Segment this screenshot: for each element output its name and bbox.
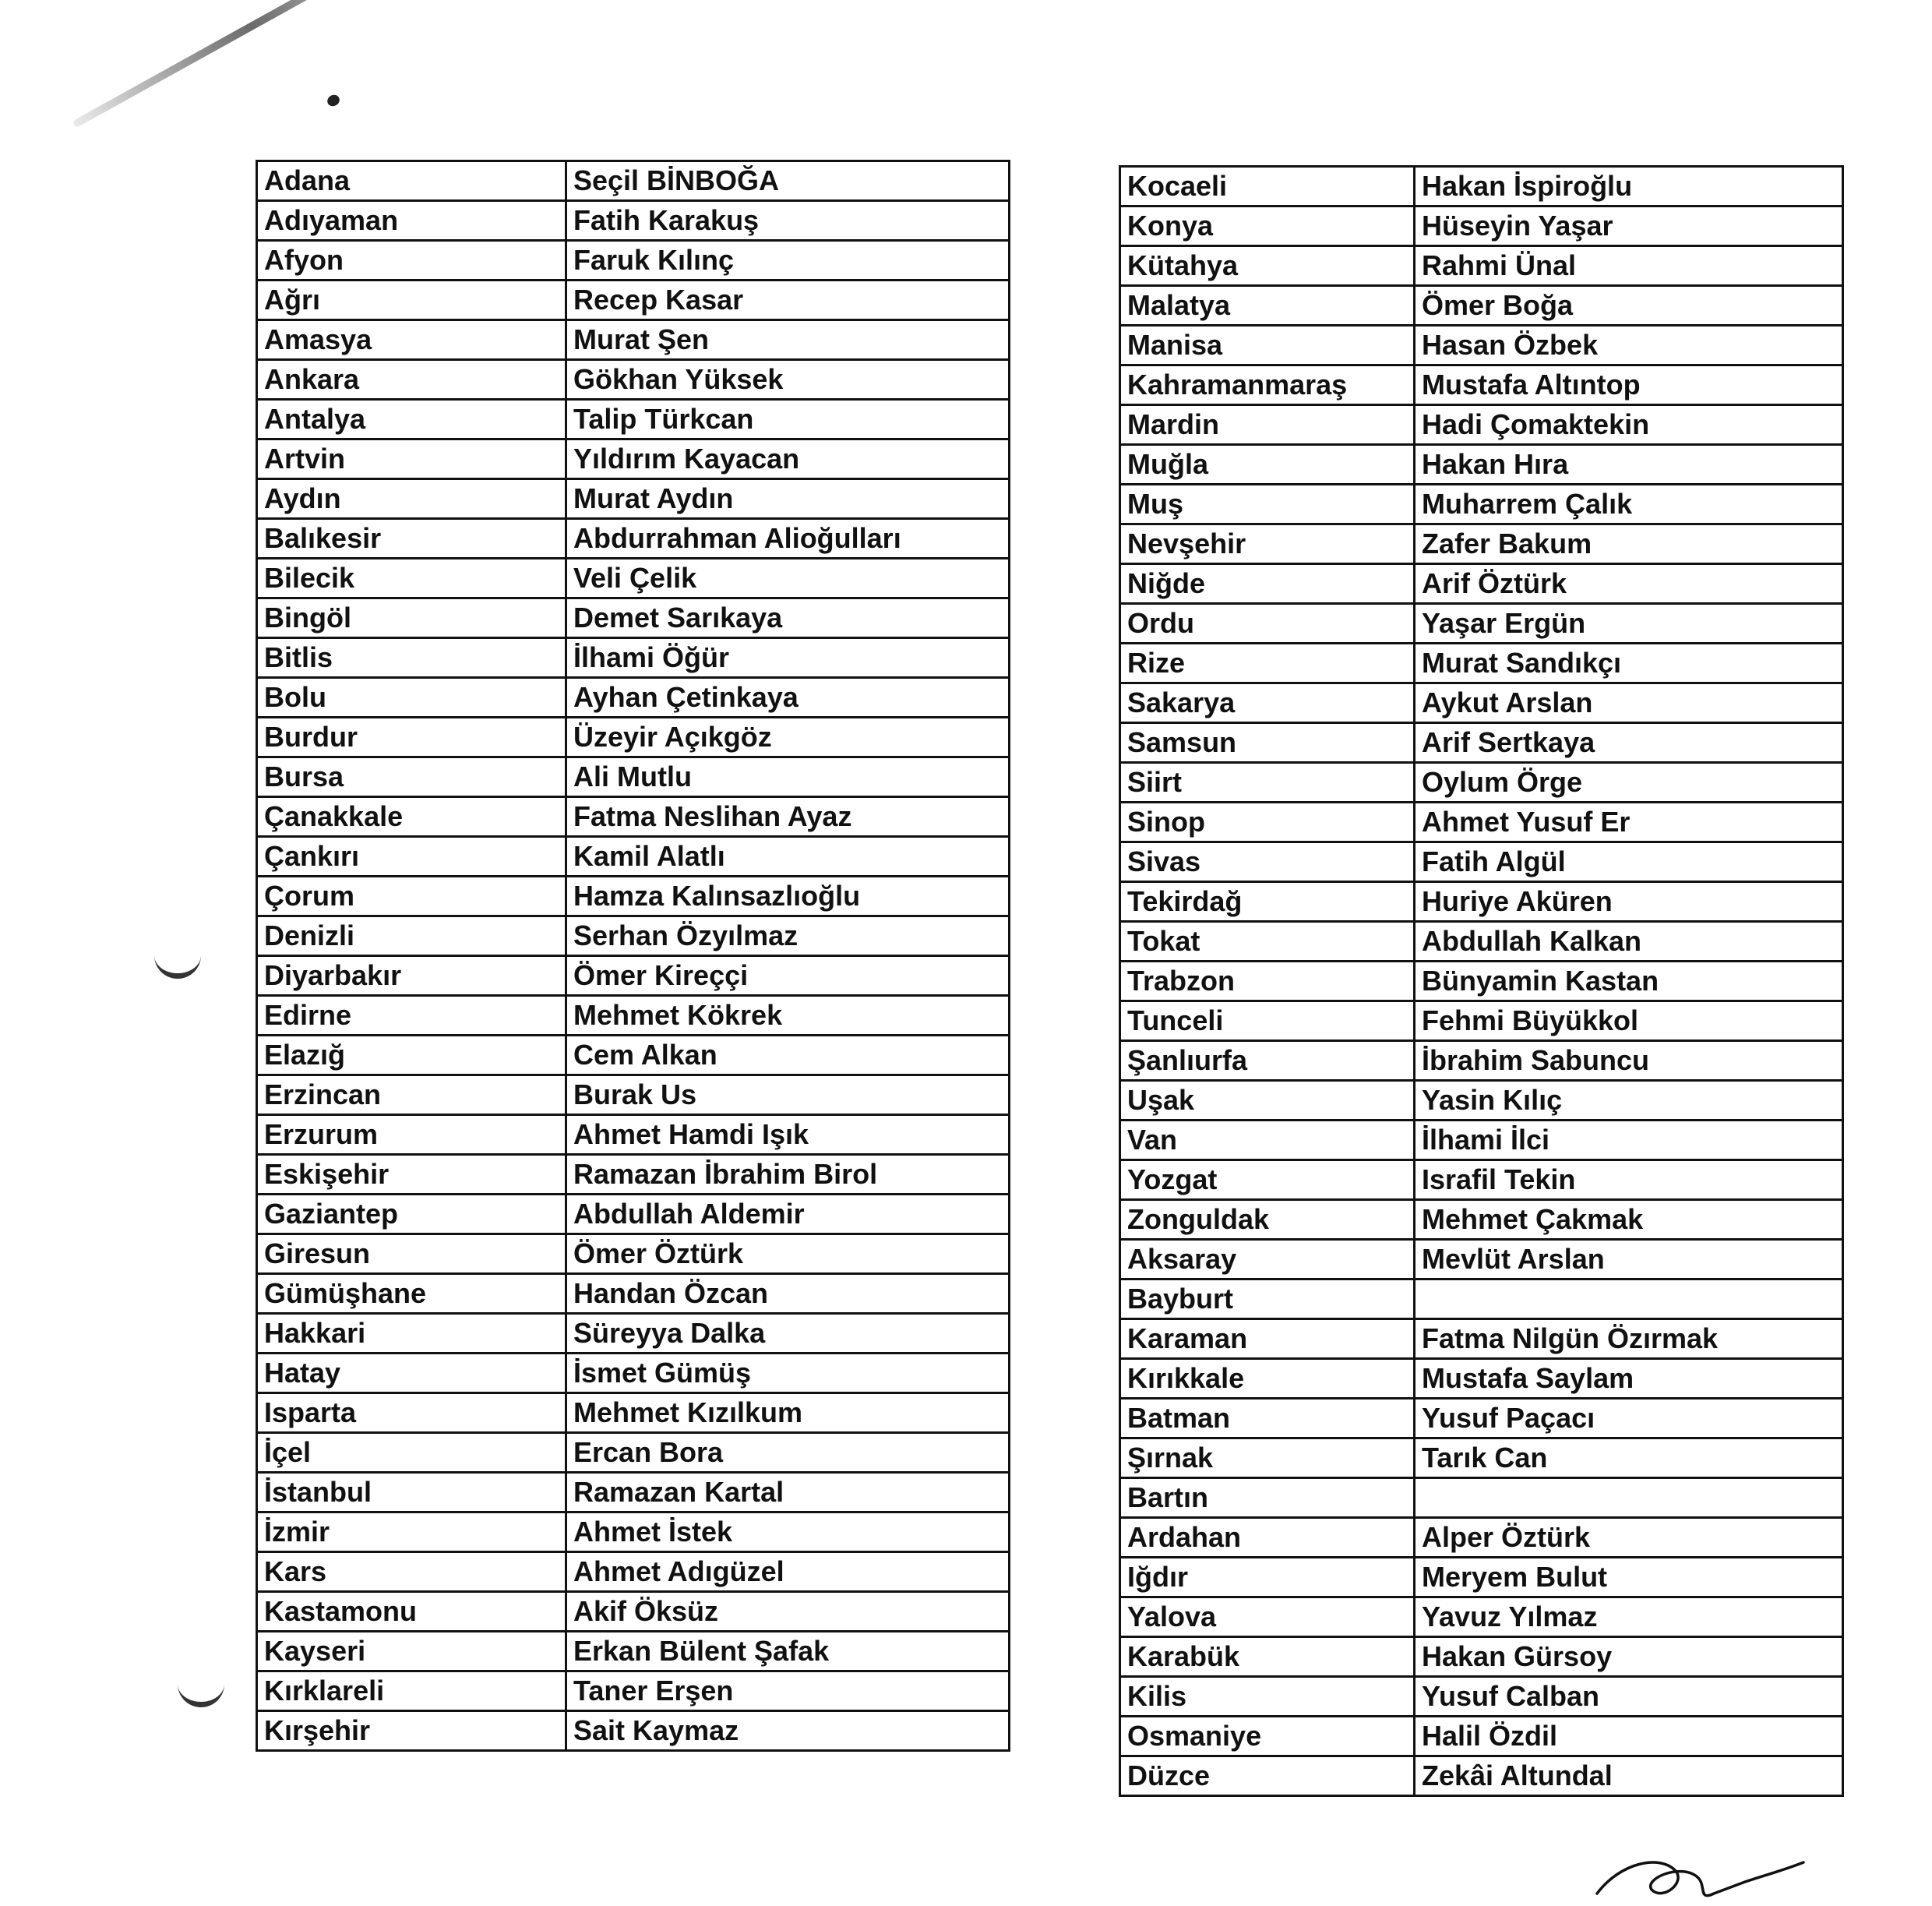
table-row: [257, 916, 1010, 956]
province-cell: Batman: [1120, 1399, 1415, 1438]
table-row: [257, 598, 1010, 638]
name-cell: İsmet Gümüş: [566, 1354, 1010, 1393]
name-cell: Murat Sandıkçı: [1415, 644, 1843, 683]
table-row: [257, 1036, 1010, 1075]
table-row: [257, 678, 1010, 718]
province-cell: Osmaniye: [1120, 1717, 1415, 1756]
table-row: [257, 1075, 1010, 1115]
name-cell: Hakan İspiroğlu: [1415, 167, 1843, 206]
table-row: [257, 201, 1010, 241]
table-row: [257, 1632, 1010, 1671]
province-cell: Manisa: [1120, 326, 1415, 365]
name-cell: Hamza Kalınsazlıoğlu: [566, 877, 1010, 916]
province-cell: Hatay: [257, 1354, 566, 1393]
name-cell: Ömer Kireççi: [566, 956, 1010, 996]
name-cell: İbrahim Sabuncu: [1415, 1041, 1843, 1081]
province-cell: Adana: [257, 161, 566, 201]
province-cell: Yozgat: [1120, 1160, 1415, 1200]
name-cell: Mehmet Kızılkum: [566, 1393, 1010, 1433]
province-cell: Şanlıurfa: [1120, 1041, 1415, 1081]
name-cell: Mehmet Çakmak: [1415, 1200, 1843, 1240]
province-cell: Edirne: [257, 996, 566, 1036]
name-cell: Recep Kasar: [566, 281, 1010, 320]
province-cell: Artvin: [257, 439, 566, 479]
table-row: [1120, 167, 1843, 206]
province-cell: Antalya: [257, 400, 566, 439]
province-cell: Konya: [1120, 206, 1415, 246]
table-row: [257, 360, 1010, 400]
ink-blot-mark: [326, 93, 342, 108]
table-row: [257, 161, 1010, 201]
province-cell: Bingöl: [257, 598, 566, 638]
province-cell: Ankara: [257, 360, 566, 400]
province-cell: Isparta: [257, 1393, 566, 1433]
name-cell: Gökhan Yüksek: [566, 360, 1010, 400]
table-row: [1120, 286, 1843, 326]
province-cell: Bolu: [257, 678, 566, 718]
province-cell: Adıyaman: [257, 201, 566, 241]
province-cell: Aksaray: [1120, 1240, 1415, 1279]
name-cell: Zafer Bakum: [1415, 524, 1843, 564]
table-row: [257, 519, 1010, 559]
table-row: [1120, 1756, 1843, 1796]
province-cell: Rize: [1120, 644, 1415, 683]
province-cell: Afyon: [257, 241, 566, 281]
table-row: [1120, 246, 1843, 286]
province-cell: Iğdır: [1120, 1558, 1415, 1597]
name-cell: Yasin Kılıç: [1415, 1081, 1843, 1121]
table-row: [1120, 723, 1843, 763]
name-cell: Alper Öztürk: [1415, 1518, 1843, 1558]
province-cell: Karaman: [1120, 1319, 1415, 1359]
province-cell: Kahramanmaraş: [1120, 365, 1415, 405]
table-row: [257, 1473, 1010, 1512]
table-row: [1120, 922, 1843, 962]
name-cell: Süreyya Dalka: [566, 1314, 1010, 1354]
name-cell: [1415, 1478, 1843, 1518]
table-row: [1120, 803, 1843, 842]
province-cell: Sivas: [1120, 842, 1415, 882]
province-cell: Ordu: [1120, 604, 1415, 644]
table-row: [1120, 1677, 1843, 1717]
name-cell: Muharrem Çalık: [1415, 485, 1843, 524]
table-row: [257, 1314, 1010, 1354]
table-row: [1120, 1319, 1843, 1359]
province-cell: Sakarya: [1120, 683, 1415, 723]
table-row: [1120, 1399, 1843, 1438]
province-cell: İstanbul: [257, 1473, 566, 1512]
name-cell: Zekâi Altundal: [1415, 1756, 1843, 1796]
province-cell: Elazığ: [257, 1036, 566, 1075]
province-cell: Çanakkale: [257, 797, 566, 837]
province-cell: İçel: [257, 1433, 566, 1473]
table-row: [1120, 1637, 1843, 1677]
name-cell: Kamil Alatlı: [566, 837, 1010, 877]
name-cell: Ayhan Çetinkaya: [566, 678, 1010, 718]
punch-hole-top: [154, 939, 201, 979]
table-row: [257, 837, 1010, 877]
table-row: [257, 638, 1010, 678]
table-row: [257, 757, 1010, 797]
province-cell: Malatya: [1120, 286, 1415, 326]
province-table-right: [1119, 165, 1844, 1797]
name-cell: Yavuz Yılmaz: [1415, 1597, 1843, 1637]
name-cell: İlhami İlci: [1415, 1121, 1843, 1160]
name-cell: Veli Çelik: [566, 559, 1010, 598]
table-row: [1120, 1200, 1843, 1240]
name-cell: Ömer Boğa: [1415, 286, 1843, 326]
table-row: [257, 241, 1010, 281]
province-cell: Amasya: [257, 320, 566, 360]
province-cell: Trabzon: [1120, 962, 1415, 1001]
name-cell: Mustafa Altıntop: [1415, 365, 1843, 405]
table-row: [257, 1354, 1010, 1393]
table-row: [257, 996, 1010, 1036]
table-row: [257, 1393, 1010, 1433]
table-row: [257, 281, 1010, 320]
province-cell: Kocaeli: [1120, 167, 1415, 206]
province-cell: Giresun: [257, 1234, 566, 1274]
table-row: [1120, 1041, 1843, 1081]
name-cell: Demet Sarıkaya: [566, 598, 1010, 638]
name-cell: Ahmet Yusuf Er: [1415, 803, 1843, 842]
province-cell: Bilecik: [257, 559, 566, 598]
name-cell: Taner Erşen: [566, 1671, 1010, 1711]
table-row: [1120, 604, 1843, 644]
name-cell: Meryem Bulut: [1415, 1558, 1843, 1597]
table-row: [1120, 1359, 1843, 1399]
province-cell: Kilis: [1120, 1677, 1415, 1717]
name-cell: Hasan Özbek: [1415, 326, 1843, 365]
punch-hole-bottom: [178, 1668, 224, 1707]
name-cell: Murat Şen: [566, 320, 1010, 360]
province-cell: Erzurum: [257, 1115, 566, 1155]
table-row: [1120, 1597, 1843, 1637]
table-row: [1120, 1279, 1843, 1319]
name-cell: Hadi Çomaktekin: [1415, 405, 1843, 445]
name-cell: Mehmet Kökrek: [566, 996, 1010, 1036]
table-row: [1120, 1160, 1843, 1200]
name-cell: Huriye Aküren: [1415, 882, 1843, 922]
province-cell: Şırnak: [1120, 1438, 1415, 1478]
name-cell: Yusuf Calban: [1415, 1677, 1843, 1717]
pen-stroke-mark: [72, 0, 431, 128]
table-row: [1120, 882, 1843, 922]
province-cell: Samsun: [1120, 723, 1415, 763]
province-cell: Van: [1120, 1121, 1415, 1160]
province-cell: Eskişehir: [257, 1155, 566, 1195]
name-cell: Abdullah Aldemir: [566, 1195, 1010, 1234]
province-cell: Kayseri: [257, 1632, 566, 1671]
name-cell: Ahmet Adıgüzel: [566, 1552, 1010, 1592]
province-cell: Çorum: [257, 877, 566, 916]
table-row: [257, 877, 1010, 916]
province-cell: İzmir: [257, 1512, 566, 1552]
province-cell: Kars: [257, 1552, 566, 1592]
province-cell: Bartın: [1120, 1478, 1415, 1518]
table-row: [1120, 326, 1843, 365]
table-row: [257, 400, 1010, 439]
province-cell: Erzincan: [257, 1075, 566, 1115]
province-cell: Balıkesir: [257, 519, 566, 559]
province-cell: Denizli: [257, 916, 566, 956]
name-cell: Fatih Algül: [1415, 842, 1843, 882]
handwritten-signature: [1589, 1847, 1815, 1906]
name-cell: Akif Öksüz: [566, 1592, 1010, 1632]
province-cell: Tunceli: [1120, 1001, 1415, 1041]
name-cell: Bünyamin Kastan: [1415, 962, 1843, 1001]
name-cell: Rahmi Ünal: [1415, 246, 1843, 286]
table-row: [1120, 842, 1843, 882]
table-row: [1120, 365, 1843, 405]
province-cell: Nevşehir: [1120, 524, 1415, 564]
name-cell: Ömer Öztürk: [566, 1234, 1010, 1274]
table-row: [257, 1155, 1010, 1195]
province-cell: Kastamonu: [257, 1592, 566, 1632]
province-cell: Tekirdağ: [1120, 882, 1415, 922]
province-cell: Niğde: [1120, 564, 1415, 604]
name-cell: Aykut Arslan: [1415, 683, 1843, 723]
name-cell: Burak Us: [566, 1075, 1010, 1115]
name-cell: Ahmet İstek: [566, 1512, 1010, 1552]
table-row: [257, 1711, 1010, 1751]
province-cell: Çankırı: [257, 837, 566, 877]
name-cell: [1415, 1279, 1843, 1319]
table-row: [257, 956, 1010, 996]
table-row: [257, 1671, 1010, 1711]
province-cell: Kırşehir: [257, 1711, 566, 1751]
name-cell: Cem Alkan: [566, 1036, 1010, 1075]
province-cell: Bursa: [257, 757, 566, 797]
table-row: [257, 797, 1010, 837]
table-row: [1120, 206, 1843, 246]
table-row: [1120, 485, 1843, 524]
province-cell: Karabük: [1120, 1637, 1415, 1677]
table-row: [257, 718, 1010, 757]
province-cell: Burdur: [257, 718, 566, 757]
name-cell: Arif Sertkaya: [1415, 723, 1843, 763]
table-row: [1120, 405, 1843, 445]
table-row: [1120, 1081, 1843, 1121]
province-cell: Muğla: [1120, 445, 1415, 485]
name-cell: Abdullah Kalkan: [1415, 922, 1843, 962]
province-cell: Bitlis: [257, 638, 566, 678]
name-cell: Handan Özcan: [566, 1274, 1010, 1314]
name-cell: Hakan Hıra: [1415, 445, 1843, 485]
province-cell: Gümüşhane: [257, 1274, 566, 1314]
name-cell: Ramazan İbrahim Birol: [566, 1155, 1010, 1195]
table-row: [1120, 683, 1843, 723]
table-row: [257, 1195, 1010, 1234]
table-row: [257, 1274, 1010, 1314]
name-cell: Ahmet Hamdi Işık: [566, 1115, 1010, 1155]
province-cell: Uşak: [1120, 1081, 1415, 1121]
province-cell: Bayburt: [1120, 1279, 1415, 1319]
table-row: [1120, 1558, 1843, 1597]
table-row: [1120, 1438, 1843, 1478]
name-cell: Yusuf Paçacı: [1415, 1399, 1843, 1438]
name-cell: Tarık Can: [1415, 1438, 1843, 1478]
name-cell: Israfil Tekin: [1415, 1160, 1843, 1200]
table-row: [1120, 1518, 1843, 1558]
province-cell: Diyarbakır: [257, 956, 566, 996]
province-cell: Sinop: [1120, 803, 1415, 842]
province-table-left: [256, 160, 1010, 1752]
table-row: [1120, 962, 1843, 1001]
name-cell: Fehmi Büyükkol: [1415, 1001, 1843, 1041]
name-cell: Fatih Karakuş: [566, 201, 1010, 241]
name-cell: Talip Türkcan: [566, 400, 1010, 439]
name-cell: Faruk Kılınç: [566, 241, 1010, 281]
table-row: [257, 1234, 1010, 1274]
table-row: [1120, 1717, 1843, 1756]
province-cell: Muş: [1120, 485, 1415, 524]
table-row: [1120, 1478, 1843, 1518]
table-row: [257, 439, 1010, 479]
name-cell: Üzeyir Açıkgöz: [566, 718, 1010, 757]
name-cell: Oylum Örge: [1415, 763, 1843, 803]
name-cell: Hakan Gürsoy: [1415, 1637, 1843, 1677]
table-row: [1120, 564, 1843, 604]
table-row: [1120, 644, 1843, 683]
name-cell: Ramazan Kartal: [566, 1473, 1010, 1512]
table-row: [1120, 1001, 1843, 1041]
name-cell: İlhami Öğür: [566, 638, 1010, 678]
province-cell: Aydın: [257, 479, 566, 519]
name-cell: Halil Özdil: [1415, 1717, 1843, 1756]
name-cell: Erkan Bülent Şafak: [566, 1632, 1010, 1671]
table-row: [257, 559, 1010, 598]
province-cell: Düzce: [1120, 1756, 1415, 1796]
name-cell: Yaşar Ergün: [1415, 604, 1843, 644]
table-row: [257, 1433, 1010, 1473]
name-cell: Serhan Özyılmaz: [566, 916, 1010, 956]
table-row: [1120, 1240, 1843, 1279]
name-cell: Seçil BİNBOĞA: [566, 161, 1010, 201]
province-cell: Kırklareli: [257, 1671, 566, 1711]
table-row: [257, 1592, 1010, 1632]
table-row: [257, 1512, 1010, 1552]
name-cell: Ali Mutlu: [566, 757, 1010, 797]
name-cell: Hüseyin Yaşar: [1415, 206, 1843, 246]
name-cell: Mustafa Saylam: [1415, 1359, 1843, 1399]
table-row: [1120, 445, 1843, 485]
table-row: [1120, 524, 1843, 564]
table-row: [1120, 1121, 1843, 1160]
name-cell: Mevlüt Arslan: [1415, 1240, 1843, 1279]
province-cell: Gaziantep: [257, 1195, 566, 1234]
province-cell: Kütahya: [1120, 246, 1415, 286]
name-cell: Sait Kaymaz: [566, 1711, 1010, 1751]
province-cell: Ardahan: [1120, 1518, 1415, 1558]
name-cell: Ercan Bora: [566, 1433, 1010, 1473]
name-cell: Fatma Nilgün Özırmak: [1415, 1319, 1843, 1359]
name-cell: Yıldırım Kayacan: [566, 439, 1010, 479]
table-row: [257, 1552, 1010, 1592]
province-cell: Zonguldak: [1120, 1200, 1415, 1240]
table-row: [257, 1115, 1010, 1155]
table-row: [257, 320, 1010, 360]
name-cell: Murat Aydın: [566, 479, 1010, 519]
table-row: [1120, 763, 1843, 803]
province-cell: Mardin: [1120, 405, 1415, 445]
name-cell: Fatma Neslihan Ayaz: [566, 797, 1010, 837]
province-cell: Hakkari: [257, 1314, 566, 1354]
table-row: [257, 479, 1010, 519]
name-cell: Arif Öztürk: [1415, 564, 1843, 604]
province-cell: Ağrı: [257, 281, 566, 320]
province-cell: Kırıkkale: [1120, 1359, 1415, 1399]
province-cell: Tokat: [1120, 922, 1415, 962]
province-cell: Yalova: [1120, 1597, 1415, 1637]
province-cell: Siirt: [1120, 763, 1415, 803]
name-cell: Abdurrahman Alioğulları: [566, 519, 1010, 559]
